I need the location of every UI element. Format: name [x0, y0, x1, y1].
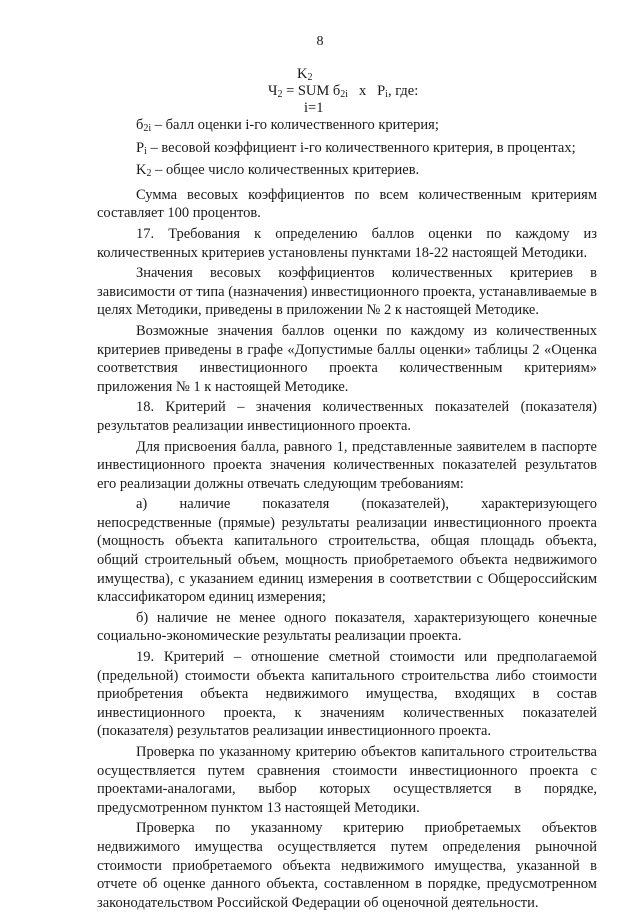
formula-b-subscript: 2i	[340, 89, 349, 100]
paragraph: Проверка по указанному критерию приобретаемых объектов недвижимого имущества осуществляется путем определения рыночной стоимости приобретаемого объекта недвижимого имущества, указанной в отчете об оценке данного объекта, составленном в порядке, предусмотренном законодательством Российской Федерации об оценочной деятельности.	[97, 820, 597, 911]
formula-sum: = SUM б	[282, 83, 341, 99]
definition-text: – весовой коэффициент i-го количественного критерия, в процентах;	[146, 139, 576, 156]
paragraph: Сумма весовых коэффициентов по всем количественным критериям составляет 100 процентов.	[97, 186, 597, 222]
formula-p-subscript: i	[385, 89, 388, 100]
definition-subscript: i	[144, 145, 147, 157]
definition-line	[97, 116, 597, 139]
definition-symbol: б	[136, 117, 144, 133]
definition-symbol: P	[136, 139, 145, 156]
definition-text: – общее число количественных критериев.	[151, 162, 420, 179]
formula-lhs: Ч	[268, 83, 278, 99]
paragraph: 19. Критерий – отношение сметной стоимости или предполагаемой (предельной) стоимости объекта капитального строительства либо стоимости приобретения объекта недвижимого имущества, входящих в состав инвестиционного проекта, к значениям количественных показателей (показателя) результатов реализации инвестиционного проекта.	[97, 649, 597, 740]
formula-multiply: x P	[348, 83, 386, 99]
formula-main-line	[268, 83, 418, 100]
formula-tail: , где:	[387, 83, 419, 99]
formula-upper-symbol: K	[297, 66, 308, 82]
paragraph: 18. Критерий – значения количественных показателей (показателя) результатов реализации инвестиционного проекта.	[97, 399, 597, 434]
definition-subscript: 2	[146, 168, 152, 180]
paragraph: а) наличие показателя (показателей), характеризующего непосредственные (прямые) результаты реализации инвестиционного проекта (мощность объекта капитального строительства, общая площадь объекта, общий строительный объем, мощность приобретаемого объекта недвижимого имущества), с указанием единиц измерения в соответствии с Общероссийским классификатором единиц измерения;	[97, 496, 597, 606]
formula-lhs-subscript: 2	[277, 89, 283, 100]
paragraph: Значения весовых коэффициентов количественных критериев в зависимости от типа (назначения) инвестиционного проекта, устанавливаемые в целях Методики, приведены в приложении № 2 к настоящей Методике.	[97, 265, 597, 319]
paragraph: Проверка по указанному критерию объектов капитального строительства осуществляется путем сравнения стоимости инвестиционного проекта с проектами-аналогами, выбор которых осуществляется в порядке, предусмотренном пунктом 13 настоящей Методики.	[97, 744, 597, 816]
definition-text: – балл оценки i-го количественного критерия;	[151, 117, 439, 133]
body-text	[97, 116, 597, 912]
formula-lower-limit: i=1	[304, 100, 324, 116]
definition-symbol: K	[136, 162, 147, 179]
formula-upper-subscript: 2	[307, 72, 313, 83]
definition-line	[97, 161, 597, 184]
paragraph: 17. Требования к определению баллов оценки по каждому из количественных критериев установлены пунктами 18-22 настоящей Методики.	[97, 225, 597, 261]
definition-line	[97, 139, 597, 162]
page-number: 8	[316, 34, 324, 49]
paragraph: Возможные значения баллов оценки по каждому из количественных критериев приведены в графе «Допустимые баллы оценки» таблицы 2 «Оценка соответствия инвестиционного проекта количественным критериям» приложения № 1 к настоящей Методике.	[97, 322, 597, 395]
paragraph: Для присвоения балла, равного 1, представленные заявителем в паспорте инвестиционного проекта значения количественных показателей результатов его реализации должны отвечать следующим требованиям:	[97, 438, 597, 492]
paragraph: б) наличие не менее одного показателя, характеризующего конечные социально-экономические результаты реализации проекта.	[97, 609, 597, 645]
definition-subscript: 2i	[143, 123, 152, 134]
formula-upper-limit	[297, 66, 312, 83]
